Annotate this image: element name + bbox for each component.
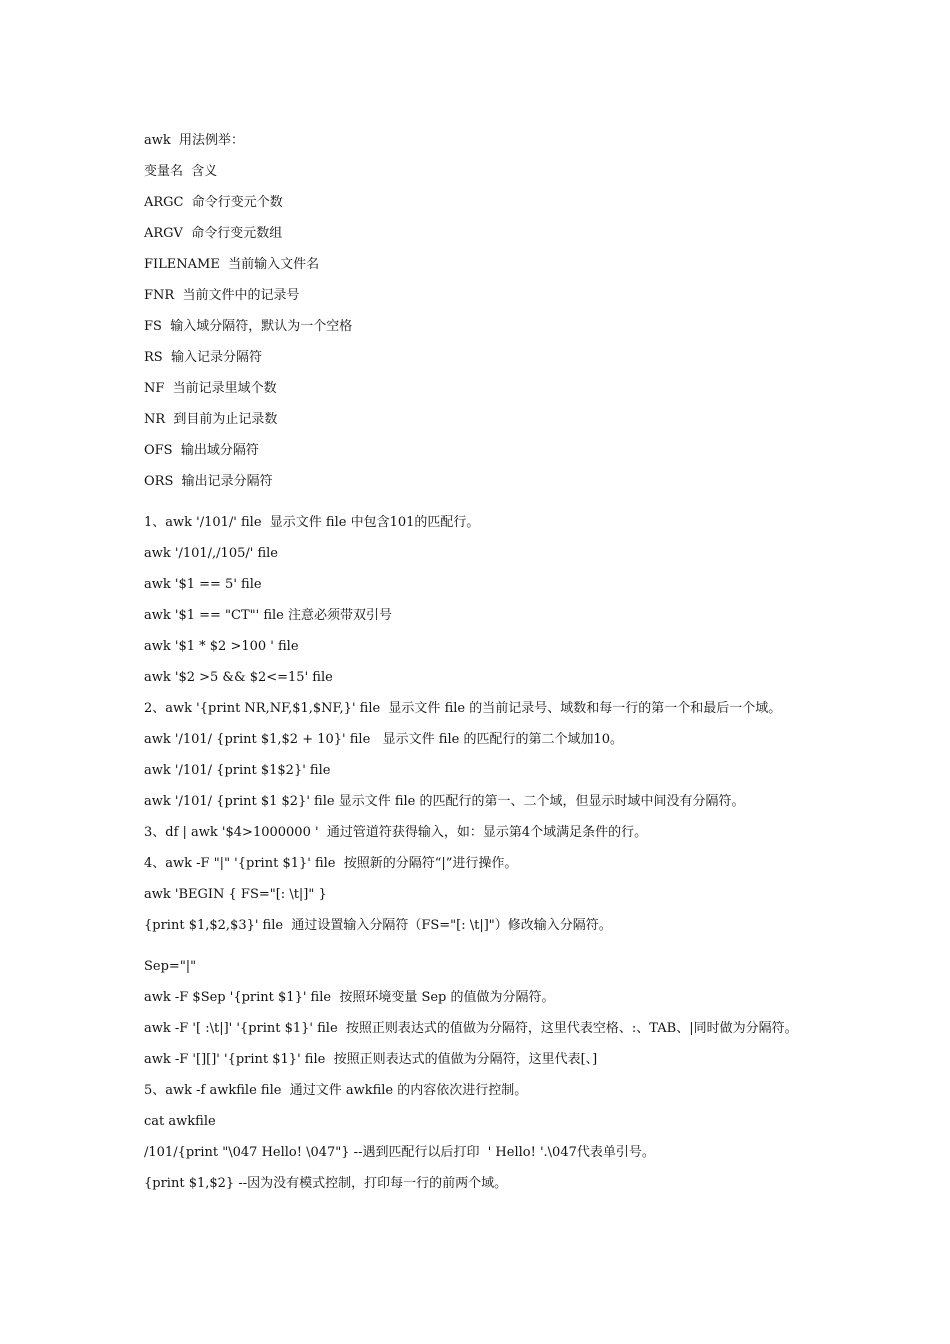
text-line: {print $1,$2} --因为没有模式控制，打印每一行的前两个域。 [144, 1176, 508, 1191]
text-line: FNR 当前文件中的记录号 [144, 288, 300, 303]
text-line: awk '$1 == "CT"' file 注意必须带双引号 [144, 608, 392, 623]
text-line: 1、awk '/101/' file 显示文件 file 中包含101的匹配行。 [144, 515, 480, 530]
text-line: /101/{print "\047 Hello! \047"} --遇到匹配行以后打印 ' Hello! '.\047代表单引号。 [144, 1145, 655, 1160]
text-line: awk '$1 == 5' file [144, 577, 262, 592]
text-line: awk '$2 >5 && $2<=15' file [144, 670, 333, 685]
text-line: awk 用法例举： [144, 133, 245, 148]
text-line: 3、df | awk '$4>1000000 ' 通过管道符获得输入，如：显示第4个域满足条件的行。 [144, 825, 648, 840]
text-line: awk -F '[][]' '{print $1}' file 按照正则表达式的值做为分隔符，这里代表[、] [144, 1052, 598, 1067]
text-line: awk '/101/ {print $1$2}' file [144, 763, 331, 778]
paragraph-gap [144, 501, 934, 511]
text-line: Sep="|" [144, 959, 197, 974]
text-line: awk -F $Sep '{print $1}' file 按照环境变量 Sep 的值做为分隔符。 [144, 990, 555, 1005]
text-line: cat awkfile [144, 1114, 216, 1129]
text-line: ORS 输出记录分隔符 [144, 474, 273, 489]
text-line: FILENAME 当前输入文件名 [144, 257, 320, 272]
paragraph-gap [144, 945, 934, 955]
text-line: 变量名 含义 [144, 164, 218, 179]
text-line: {print $1,$2,$3}' file 通过设置输入分隔符（FS="[: \t|]"）修改输入分隔符。 [144, 918, 612, 933]
text-line: awk '/101/ {print $1,$2 + 10}' file 显示文件 file 的匹配行的第二个域加10。 [144, 732, 624, 747]
text-line: awk '$1 * $2 >100 ' file [144, 639, 299, 654]
text-line: NF 当前记录里域个数 [144, 381, 277, 396]
document-content [144, 129, 934, 1203]
text-line: 2、awk '{print NR,NF,$1,$NF,}' file 显示文件 file 的当前记录号、域数和每一行的第一个和最后一个域。 [144, 701, 782, 716]
text-line: FS 输入域分隔符，默认为一个空格 [144, 319, 353, 334]
text-line: awk 'BEGIN { FS="[: \t|]" } [144, 887, 327, 902]
text-line: NR 到目前为止记录数 [144, 412, 278, 427]
text-line: OFS 输出域分隔符 [144, 443, 259, 458]
text-line: RS 输入记录分隔符 [144, 350, 262, 365]
text-line: awk '/101/,/105/' file [144, 546, 278, 561]
text-line: awk -F '[ :\t|]' '{print $1}' file 按照正则表达式的值做为分隔符，这里代表空格、:、TAB、|同时做为分隔符。 [144, 1021, 798, 1036]
text-line: awk '/101/ {print $1 $2}' file 显示文件 file 的匹配行的第一、二个域，但显示时域中间没有分隔符。 [144, 794, 745, 809]
text-line: 4、awk -F "|" '{print $1}' file 按照新的分隔符“|”进行操作。 [144, 856, 518, 871]
text-line: ARGV 命令行变元数组 [144, 226, 283, 241]
text-line: ARGC 命令行变元个数 [144, 195, 283, 210]
text-line: 5、awk -f awkfile file 通过文件 awkfile 的内容依次进行控制。 [144, 1083, 528, 1098]
